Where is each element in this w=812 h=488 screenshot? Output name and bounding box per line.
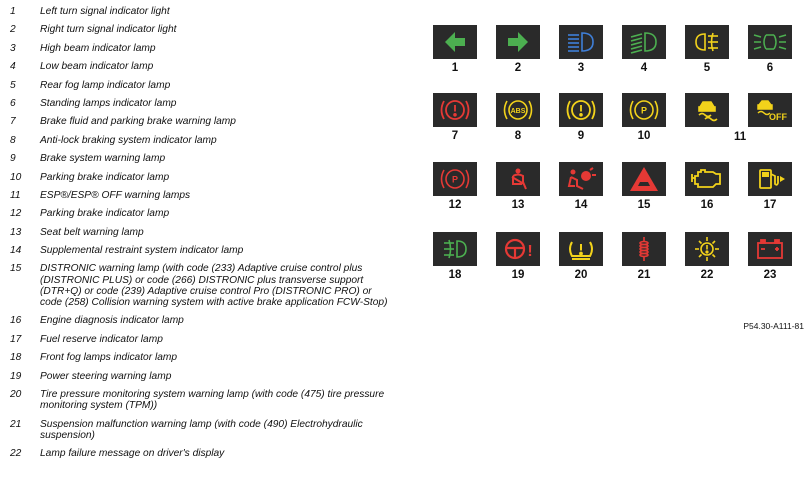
legend-text: Anti-lock braking system indicator lamp xyxy=(40,134,217,146)
p-text: P xyxy=(640,105,648,116)
lamp-failure-icon xyxy=(685,232,729,266)
legend-item xyxy=(10,98,395,109)
legend-number: 8 xyxy=(10,134,16,146)
battery-icon xyxy=(748,232,792,266)
legend-text: Suspension malfunction warning lamp (with code (490) Electrohydraulic suspension) xyxy=(40,418,363,441)
legend-text: Low beam indicator lamp xyxy=(40,61,154,73)
brake-system-icon xyxy=(559,93,603,127)
legend-item xyxy=(10,448,395,459)
icon-number: 12 xyxy=(448,199,462,211)
legend-item xyxy=(10,43,395,54)
fuel-icon xyxy=(748,162,792,196)
legend-text: ESP®/ESP® OFF warning lamps xyxy=(40,189,191,201)
icon-number: 10 xyxy=(637,130,651,142)
parking-brake-icon xyxy=(433,162,477,196)
indicator-cell xyxy=(682,162,732,211)
icon-number: 22 xyxy=(700,269,714,281)
legend-number: 16 xyxy=(10,315,22,327)
indicator-cell xyxy=(430,162,480,211)
reference-code: P54.30-A111-81 xyxy=(743,321,804,331)
legend-number: 10 xyxy=(10,171,22,183)
icon-number: 20 xyxy=(574,269,588,281)
icon-number: 19 xyxy=(511,269,525,281)
legend-number: 5 xyxy=(10,79,16,91)
low-beam-icon xyxy=(622,25,666,59)
icon-number: 18 xyxy=(448,269,462,281)
legend-item xyxy=(10,371,395,382)
standing-lamps-icon xyxy=(748,25,792,59)
indicator-cell xyxy=(556,162,606,211)
indicator-cell xyxy=(682,93,732,127)
legend-item xyxy=(10,6,395,17)
legend-item xyxy=(10,419,395,441)
indicator-cell xyxy=(556,93,606,142)
parking-brake-icon xyxy=(622,93,666,127)
legend-item xyxy=(10,208,395,219)
high-beam-icon xyxy=(559,25,603,59)
legend-text: Fuel reserve indicator lamp xyxy=(40,333,163,345)
legend-item xyxy=(10,116,395,127)
icon-number: 17 xyxy=(763,199,777,211)
icon-number: 16 xyxy=(700,199,714,211)
left-arrow-icon xyxy=(433,25,477,59)
legend-item xyxy=(10,190,395,201)
legend-number: 3 xyxy=(10,42,16,54)
legend-item xyxy=(10,172,395,183)
indicator-cell xyxy=(430,232,480,281)
legend-item xyxy=(10,80,395,91)
legend-text: Standing lamps indicator lamp xyxy=(40,97,177,109)
legend-text: High beam indicator lamp xyxy=(40,42,156,54)
front-fog-icon xyxy=(433,232,477,266)
legend-text: Parking brake indicator lamp xyxy=(40,171,170,183)
legend-number: 13 xyxy=(10,226,22,238)
icon-number: 15 xyxy=(637,199,651,211)
legend-text: Tire pressure monitoring system warning lamp (with code (475) tire pressure monitoring system (TPM)) xyxy=(40,389,385,412)
legend-number: 7 xyxy=(10,116,16,128)
legend-text: Right turn signal indicator light xyxy=(40,24,177,36)
legend-text: Lamp failure message on driver's display xyxy=(40,448,225,460)
legend-item xyxy=(10,245,395,256)
indicator-cell xyxy=(619,25,669,74)
legend-text: Front fog lamps indicator lamp xyxy=(40,352,178,364)
icon-number: 5 xyxy=(703,62,711,74)
exclamation-text: ! xyxy=(527,243,533,260)
icon-number: 3 xyxy=(577,62,585,74)
legend-number: 14 xyxy=(10,245,22,257)
legend-text: Supplemental restraint system indicator lamp xyxy=(40,245,244,257)
icon-number: 4 xyxy=(640,62,648,74)
esp-off-icon xyxy=(748,93,792,127)
abs-icon xyxy=(496,93,540,127)
distronic-triangle-icon xyxy=(622,162,666,196)
legend-number: 20 xyxy=(10,389,22,401)
engine-icon xyxy=(685,162,729,196)
legend-item xyxy=(10,352,395,363)
legend-item xyxy=(10,263,395,308)
icon-number: 21 xyxy=(637,269,651,281)
legend-number: 21 xyxy=(10,418,22,430)
seat-belt-icon xyxy=(496,162,540,196)
tire-pressure-icon xyxy=(559,232,603,266)
icon-number: 13 xyxy=(511,199,525,211)
indicator-cell xyxy=(745,93,795,127)
icon-number: 6 xyxy=(766,62,774,74)
icon-number: 23 xyxy=(763,269,777,281)
icon-number: 1 xyxy=(451,62,459,74)
legend-text: Power steering warning lamp xyxy=(40,370,172,382)
legend-text: Rear fog lamp indicator lamp xyxy=(40,79,171,91)
off-text: OFF xyxy=(769,112,787,122)
legend-number: 15 xyxy=(10,263,22,275)
p-text: P xyxy=(451,174,459,185)
legend-number: 2 xyxy=(10,24,16,36)
suspension-icon xyxy=(622,232,666,266)
indicator-cell xyxy=(493,93,543,142)
icon-number: 8 xyxy=(514,130,522,142)
indicator-cell xyxy=(430,25,480,74)
brake-warning-icon xyxy=(433,93,477,127)
indicator-cell xyxy=(682,25,732,74)
legend-text: Parking brake indicator lamp xyxy=(40,208,170,220)
legend-number: 18 xyxy=(10,352,22,364)
indicator-cell xyxy=(493,232,543,281)
indicator-cell xyxy=(619,162,669,211)
indicator-cell xyxy=(619,93,669,142)
legend-item xyxy=(10,61,395,72)
legend-item xyxy=(10,389,395,411)
icon-number: 2 xyxy=(514,62,522,74)
legend-item xyxy=(10,315,395,326)
icon-number: 9 xyxy=(577,130,585,142)
icon-number: 14 xyxy=(574,199,588,211)
legend-number: 22 xyxy=(10,448,22,460)
legend-item xyxy=(10,334,395,345)
legend-text: Engine diagnosis indicator lamp xyxy=(40,315,184,327)
legend-text: Brake system warning lamp xyxy=(40,153,166,165)
legend-number: 17 xyxy=(10,333,22,345)
indicator-cell xyxy=(493,162,543,211)
icon-number: 11 xyxy=(734,131,747,143)
legend-item xyxy=(10,135,395,146)
legend-number: 19 xyxy=(10,370,22,382)
indicator-cell xyxy=(556,25,606,74)
power-steering-icon xyxy=(496,232,540,266)
rear-fog-icon xyxy=(685,25,729,59)
legend-item xyxy=(10,153,395,164)
indicator-cell xyxy=(619,232,669,281)
icon-number: 7 xyxy=(451,130,459,142)
legend-number: 9 xyxy=(10,153,16,165)
indicator-cell xyxy=(556,232,606,281)
legend-item xyxy=(10,24,395,35)
legend-text: Left turn signal indicator light xyxy=(40,6,170,17)
indicator-cell xyxy=(682,232,732,281)
indicator-icon-grid xyxy=(430,25,805,295)
indicator-cell xyxy=(493,25,543,74)
indicator-cell xyxy=(745,162,795,211)
airbag-icon xyxy=(559,162,603,196)
legend-text: DISTRONIC warning lamp (with code (233) Adaptive cruise control plus (DISTRONIC PLUS) or code (266) DISTRONIC plus transverse support (DTR+Q) or code (239) Adaptive cruise control Pro (DISTRONIC PRO) or code (258) Collision warning system with active brake application FCW-Stop) xyxy=(40,263,388,309)
legend-number: 11 xyxy=(10,189,21,201)
legend-number: 12 xyxy=(10,208,22,220)
legend-number: 4 xyxy=(10,61,16,73)
indicator-cell xyxy=(745,232,795,281)
legend-text: Brake fluid and parking brake warning lamp xyxy=(40,116,236,128)
abs-text: ABS xyxy=(510,108,526,115)
legend-number: 6 xyxy=(10,97,16,109)
legend-list xyxy=(10,6,395,459)
right-arrow-icon xyxy=(496,25,540,59)
legend-number: 1 xyxy=(10,6,16,17)
indicator-cell xyxy=(430,93,480,142)
legend-text: Seat belt warning lamp xyxy=(40,226,144,238)
indicator-cell xyxy=(745,25,795,74)
esp-icon xyxy=(685,93,729,127)
legend-item xyxy=(10,227,395,238)
